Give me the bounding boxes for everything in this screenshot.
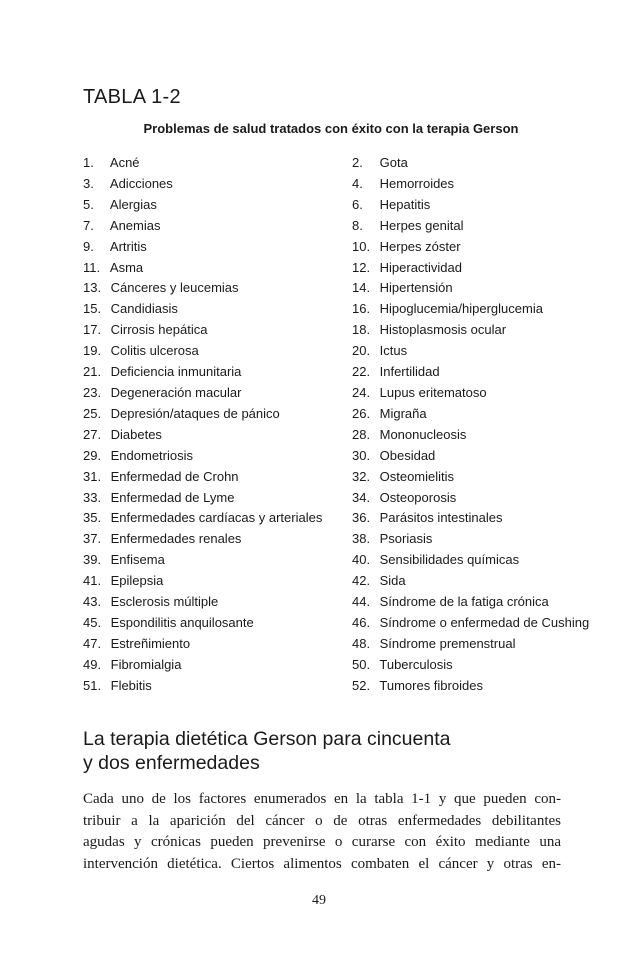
conditions-list-right bbox=[352, 153, 602, 697]
list-item bbox=[83, 258, 348, 279]
list-item-number: 33. bbox=[83, 489, 102, 505]
list-item-label: Estreñimiento bbox=[110, 635, 191, 651]
list-item-label: Alergias bbox=[109, 196, 157, 212]
list-item-label: Tumores fibroides bbox=[379, 677, 483, 693]
list-item-label: Gota bbox=[379, 155, 408, 170]
list-item bbox=[352, 676, 602, 697]
list-item-label: Síndrome de la fatiga crónica bbox=[379, 594, 549, 610]
list-item-number: 11. bbox=[83, 259, 101, 275]
list-item-number: 24. bbox=[352, 384, 371, 400]
list-item-label: Mononucleosis bbox=[379, 426, 467, 442]
list-item-number: 9. bbox=[83, 238, 94, 254]
list-item-number: 30. bbox=[352, 447, 371, 463]
list-item-number: 32. bbox=[352, 468, 371, 484]
list-item-label: Hipertensión bbox=[379, 280, 453, 296]
list-item-label: Artritis bbox=[109, 238, 147, 254]
list-item bbox=[352, 320, 602, 341]
list-item-label: Sida bbox=[379, 573, 406, 589]
list-item-label: Lupus eritematoso bbox=[379, 384, 487, 400]
list-item-label: Hiperactividad bbox=[379, 259, 462, 275]
list-item-label: Esclerosis múltiple bbox=[110, 594, 219, 610]
list-item-label: Espondilitis anquilosante bbox=[110, 614, 254, 630]
list-item bbox=[83, 529, 348, 550]
list-item-number: 2. bbox=[352, 155, 363, 170]
list-item bbox=[83, 655, 348, 676]
list-item bbox=[352, 404, 602, 425]
list-item-number: 10. bbox=[352, 238, 371, 254]
list-item-number: 18. bbox=[352, 322, 371, 338]
list-item-label: Histoplasmosis ocular bbox=[379, 322, 507, 338]
list-item-label: Asma bbox=[109, 259, 144, 275]
list-item-number: 46. bbox=[352, 614, 371, 630]
list-item bbox=[83, 362, 348, 383]
list-item-number: 21. bbox=[83, 364, 102, 380]
list-item bbox=[83, 508, 348, 529]
list-item bbox=[83, 383, 348, 404]
list-item bbox=[83, 676, 348, 697]
list-item bbox=[352, 174, 602, 195]
list-item-number: 38. bbox=[352, 531, 371, 547]
list-item bbox=[83, 467, 348, 488]
list-item bbox=[83, 425, 348, 446]
list-item-number: 3. bbox=[83, 175, 94, 191]
list-item bbox=[83, 278, 348, 299]
list-item-number: 8. bbox=[352, 217, 363, 233]
list-item bbox=[352, 278, 602, 299]
list-item bbox=[83, 404, 348, 425]
list-item-number: 40. bbox=[352, 552, 371, 568]
list-item-label: Acné bbox=[109, 155, 140, 170]
page-number: 49 bbox=[312, 893, 326, 908]
list-item-label: Epilepsia bbox=[110, 573, 164, 589]
list-item bbox=[83, 634, 348, 655]
body-paragraph bbox=[83, 789, 561, 875]
list-item-number: 15. bbox=[83, 301, 102, 317]
list-item-number: 26. bbox=[352, 405, 371, 421]
table-subtitle: Problemas de salud tratados con éxito con la terapia Gerson bbox=[143, 121, 519, 136]
list-item bbox=[352, 571, 602, 592]
list-item-number: 50. bbox=[352, 656, 371, 672]
section-heading bbox=[83, 727, 583, 775]
list-item-label: Diabetes bbox=[110, 426, 162, 442]
list-item bbox=[83, 237, 348, 258]
list-item-label: Herpes genital bbox=[379, 217, 464, 233]
list-item-number: 13. bbox=[83, 280, 102, 296]
list-item-number: 12. bbox=[352, 259, 371, 275]
list-item bbox=[352, 383, 602, 404]
list-item-number: 29. bbox=[83, 447, 102, 463]
list-item-label: Tuberculosis bbox=[379, 656, 453, 672]
list-item bbox=[83, 488, 348, 509]
conditions-list-left bbox=[83, 153, 348, 697]
list-item bbox=[352, 508, 602, 529]
list-item-label: Psoriasis bbox=[379, 531, 433, 547]
list-item-number: 41. bbox=[83, 573, 102, 589]
list-item-label: Adicciones bbox=[109, 175, 173, 191]
section-heading-line-1: La terapia dietética Gerson para cincuenta bbox=[83, 728, 451, 750]
list-item-number: 7. bbox=[83, 217, 94, 233]
list-item bbox=[83, 216, 348, 237]
list-item-number: 36. bbox=[352, 510, 371, 526]
list-item bbox=[352, 258, 602, 279]
list-item bbox=[83, 571, 348, 592]
list-item-number: 19. bbox=[83, 343, 102, 359]
list-item bbox=[352, 425, 602, 446]
section-heading-line-2: y dos enfermedades bbox=[83, 752, 260, 774]
list-item bbox=[352, 613, 602, 634]
list-item-number: 34. bbox=[352, 489, 371, 505]
list-item-label: Enfisema bbox=[110, 552, 165, 568]
list-item-number: 43. bbox=[83, 594, 102, 610]
list-item-label: Enfermedades renales bbox=[110, 531, 242, 547]
list-item bbox=[83, 174, 348, 195]
list-item-label: Obesidad bbox=[379, 447, 436, 463]
list-item-number: 22. bbox=[352, 364, 371, 380]
list-item-label: Flebitis bbox=[110, 677, 152, 693]
list-item-number: 5. bbox=[83, 196, 94, 212]
list-item-number: 51. bbox=[83, 677, 102, 693]
list-item-label: Enfermedad de Lyme bbox=[110, 489, 235, 505]
list-item-label: Cánceres y leucemias bbox=[110, 280, 239, 296]
list-item-number: 31. bbox=[83, 468, 102, 484]
list-item bbox=[83, 299, 348, 320]
list-item-label: Osteoporosis bbox=[379, 489, 457, 505]
list-item-label: Infertilidad bbox=[379, 364, 440, 380]
list-item bbox=[352, 446, 602, 467]
list-item bbox=[352, 634, 602, 655]
list-item bbox=[352, 216, 602, 237]
list-item-number: 6. bbox=[352, 196, 363, 212]
list-item-label: Cirrosis hepática bbox=[110, 322, 208, 338]
list-item-label: Parásitos intestinales bbox=[379, 510, 503, 526]
list-item-number: 37. bbox=[83, 531, 102, 547]
list-item bbox=[352, 237, 602, 258]
list-item-label: Sensibilidades químicas bbox=[379, 552, 520, 568]
list-item-number: 35. bbox=[83, 510, 102, 526]
list-item bbox=[83, 592, 348, 613]
list-item bbox=[352, 299, 602, 320]
list-item-label: Deficiencia inmunitaria bbox=[110, 364, 242, 380]
list-item bbox=[352, 467, 602, 488]
list-item bbox=[83, 195, 348, 216]
list-item bbox=[83, 153, 348, 174]
list-item-label: Herpes zóster bbox=[379, 238, 461, 254]
list-item bbox=[352, 550, 602, 571]
list-item-label: Depresión/ataques de pánico bbox=[110, 405, 280, 421]
table-title: TABLA 1-2 bbox=[83, 86, 181, 108]
list-item-label: Síndrome o enfermedad de Cushing bbox=[379, 614, 590, 630]
list-item bbox=[83, 550, 348, 571]
list-item-label: Hipoglucemia/hiperglucemia bbox=[379, 301, 543, 317]
list-item-label: Osteomielitis bbox=[379, 468, 455, 484]
body-line: Cada uno de los factores enumerados en la tabla 1-1 y que pueden con- bbox=[83, 791, 561, 807]
list-item-number: 27. bbox=[83, 426, 102, 442]
list-item-number: 45. bbox=[83, 614, 102, 630]
list-item-label: Anemias bbox=[109, 217, 161, 233]
list-item-label: Enfermedades cardíacas y arteriales bbox=[110, 510, 323, 526]
list-item-number: 28. bbox=[352, 426, 371, 442]
list-item bbox=[352, 195, 602, 216]
list-item bbox=[83, 320, 348, 341]
body-line: intervención dietética. Ciertos alimentos combaten el cáncer y otras en- bbox=[83, 855, 561, 872]
list-item-number: 39. bbox=[83, 552, 102, 568]
list-item-number: 17. bbox=[83, 322, 102, 338]
list-item bbox=[83, 446, 348, 467]
list-item-label: Ictus bbox=[379, 343, 408, 359]
list-item bbox=[352, 341, 602, 362]
list-item-number: 25. bbox=[83, 405, 102, 421]
list-item-label: Fibromialgia bbox=[110, 656, 182, 672]
list-item-label: Candidiasis bbox=[110, 301, 178, 317]
list-item bbox=[352, 488, 602, 509]
list-item-number: 52. bbox=[352, 677, 371, 693]
list-item bbox=[352, 592, 602, 613]
list-item-number: 44. bbox=[352, 594, 371, 610]
body-line: agudas y crónicas pueden prevenirse o curarse con éxito mediante una bbox=[83, 834, 561, 850]
list-item bbox=[352, 529, 602, 550]
list-item-label: Hemorroides bbox=[379, 175, 455, 191]
list-item-number: 14. bbox=[352, 280, 371, 296]
list-item-label: Hepatitis bbox=[379, 196, 431, 212]
list-item bbox=[352, 655, 602, 676]
list-item-label: Degeneración macular bbox=[110, 384, 242, 400]
list-item-number: 16. bbox=[352, 301, 371, 317]
list-item bbox=[83, 341, 348, 362]
list-item-number: 4. bbox=[352, 175, 363, 191]
list-item-number: 23. bbox=[83, 384, 102, 400]
list-item-label: Endometriosis bbox=[110, 447, 193, 463]
list-item bbox=[352, 153, 602, 174]
list-item-label: Síndrome premenstrual bbox=[379, 635, 516, 651]
list-item-number: 42. bbox=[352, 573, 371, 589]
body-line: tribuir a la aparición del cáncer o de otras enfermedades debilitantes bbox=[83, 812, 561, 829]
list-item-number: 48. bbox=[352, 635, 371, 651]
list-item-label: Migraña bbox=[379, 405, 427, 421]
list-item-number: 49. bbox=[83, 656, 102, 672]
list-item-label: Colitis ulcerosa bbox=[110, 343, 199, 359]
list-item-number: 20. bbox=[352, 343, 371, 359]
list-item bbox=[352, 362, 602, 383]
list-item bbox=[83, 613, 348, 634]
list-item-label: Enfermedad de Crohn bbox=[110, 468, 239, 484]
list-item-number: 1. bbox=[83, 155, 94, 170]
list-item-number: 47. bbox=[83, 635, 102, 651]
